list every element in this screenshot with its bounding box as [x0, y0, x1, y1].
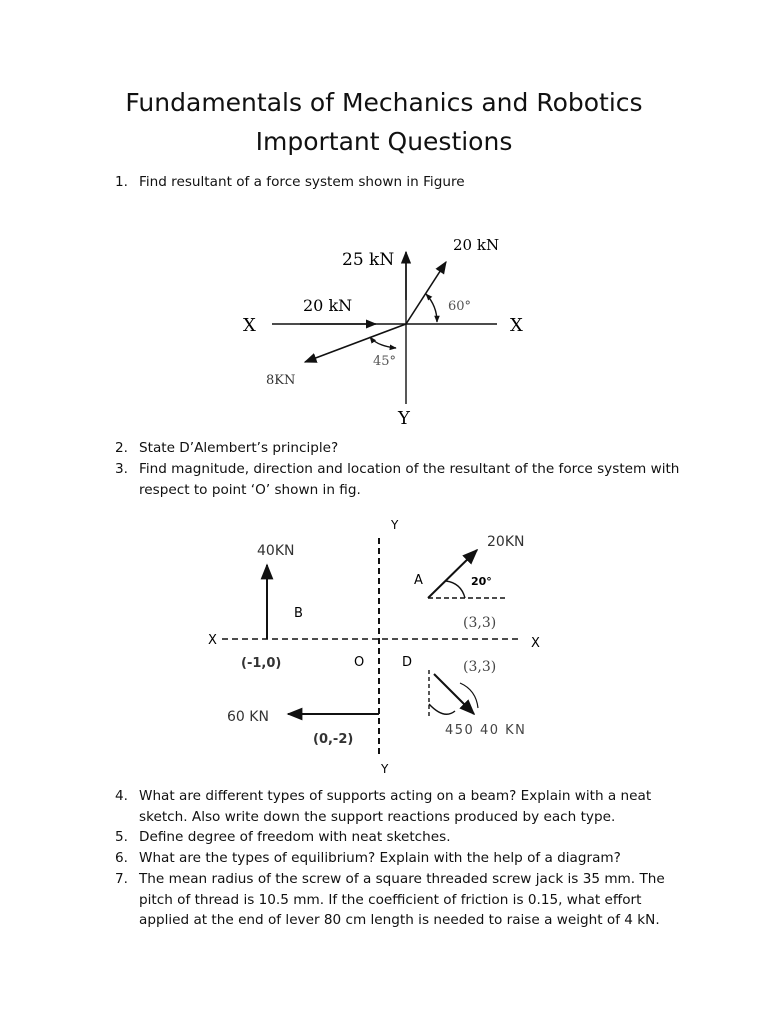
label-point-a: A: [414, 573, 423, 588]
label-axis-x-right: X: [531, 636, 540, 651]
label-axis-y-bottom: Y: [381, 762, 389, 776]
question-number: 4.: [115, 788, 128, 804]
label-25kn: 25 kN: [342, 250, 395, 270]
question-number: 2.: [115, 440, 128, 456]
label-20kn-inclined: 20 kN: [453, 236, 500, 254]
label-point-d: D: [402, 655, 413, 670]
label-axis-x-left: X: [208, 633, 217, 648]
force-20kn-arrow: [428, 550, 477, 598]
label-axis-x-left: X: [243, 315, 256, 336]
question-6: [115, 848, 685, 869]
label-angle-20: 20°: [471, 575, 492, 588]
label-point-b: B: [294, 606, 303, 621]
question-7: [115, 869, 685, 931]
question-text: State D’Alembert’s principle?: [139, 440, 339, 456]
document-title-line-1: Fundamentals of Mechanics and Robotics: [125, 88, 643, 117]
label-60kn: 60 KN: [227, 709, 269, 725]
question-4: [115, 786, 685, 827]
angle-arc-right: [460, 683, 478, 708]
label-axis-x-right: X: [510, 315, 523, 336]
label-angle-45: 45°: [373, 354, 397, 369]
question-text: The mean radius of the screw of a square threaded screw jack is 35 mm. The pitch of thread is 10.5 mm. If the coefficient of friction is 0.15, what effort applied at the end of lever 80 cm length is needed to raise a weight of 4 kN.: [139, 871, 665, 929]
question-number: 3.: [115, 461, 128, 477]
question-number: 6.: [115, 850, 128, 866]
question-text: Find resultant of a force system shown in Figure: [139, 174, 465, 190]
angle-20-arc: [446, 581, 465, 598]
angle-45-arc-fig2: [429, 704, 455, 714]
label-axis-y: Y: [398, 408, 410, 429]
label-20kn: 20KN: [487, 534, 525, 550]
question-text: What are different types of supports acting on a beam? Explain with a neat sketch. Also write down the support reactions produced by each type.: [139, 788, 652, 825]
question-5: [115, 827, 685, 848]
force-40kn-inclined-arrow: [434, 674, 474, 714]
document-title-line-2: Important Questions: [255, 127, 513, 156]
label-coord-neg2: (0,-2): [313, 732, 354, 747]
question-text: Find magnitude, direction and location of the resultant of the force system with respect to point ‘O’ shown in fig.: [139, 461, 680, 498]
label-450-40kn: 450 40 KN: [445, 723, 527, 738]
question-text: Define degree of freedom with neat sketches.: [139, 829, 451, 845]
question-text: What are the types of equilibrium? Explain with the help of a diagram?: [139, 850, 621, 866]
question-number: 1.: [115, 174, 128, 190]
label-axis-y-top: Y: [391, 518, 399, 532]
question-number: 7.: [115, 871, 128, 887]
label-coord-upper: (3,3): [463, 615, 497, 631]
label-20kn-horizontal: 20 kN: [303, 296, 353, 315]
label-8kn: 8KN: [266, 373, 296, 388]
label-point-o: O: [354, 655, 365, 670]
label-40kn: 40KN: [257, 543, 295, 559]
label-coord-lower: (3,3): [463, 659, 497, 675]
label-coord-neg1: (-1,0): [241, 656, 282, 671]
question-number: 5.: [115, 829, 128, 845]
label-angle-60: 60°: [448, 299, 472, 314]
